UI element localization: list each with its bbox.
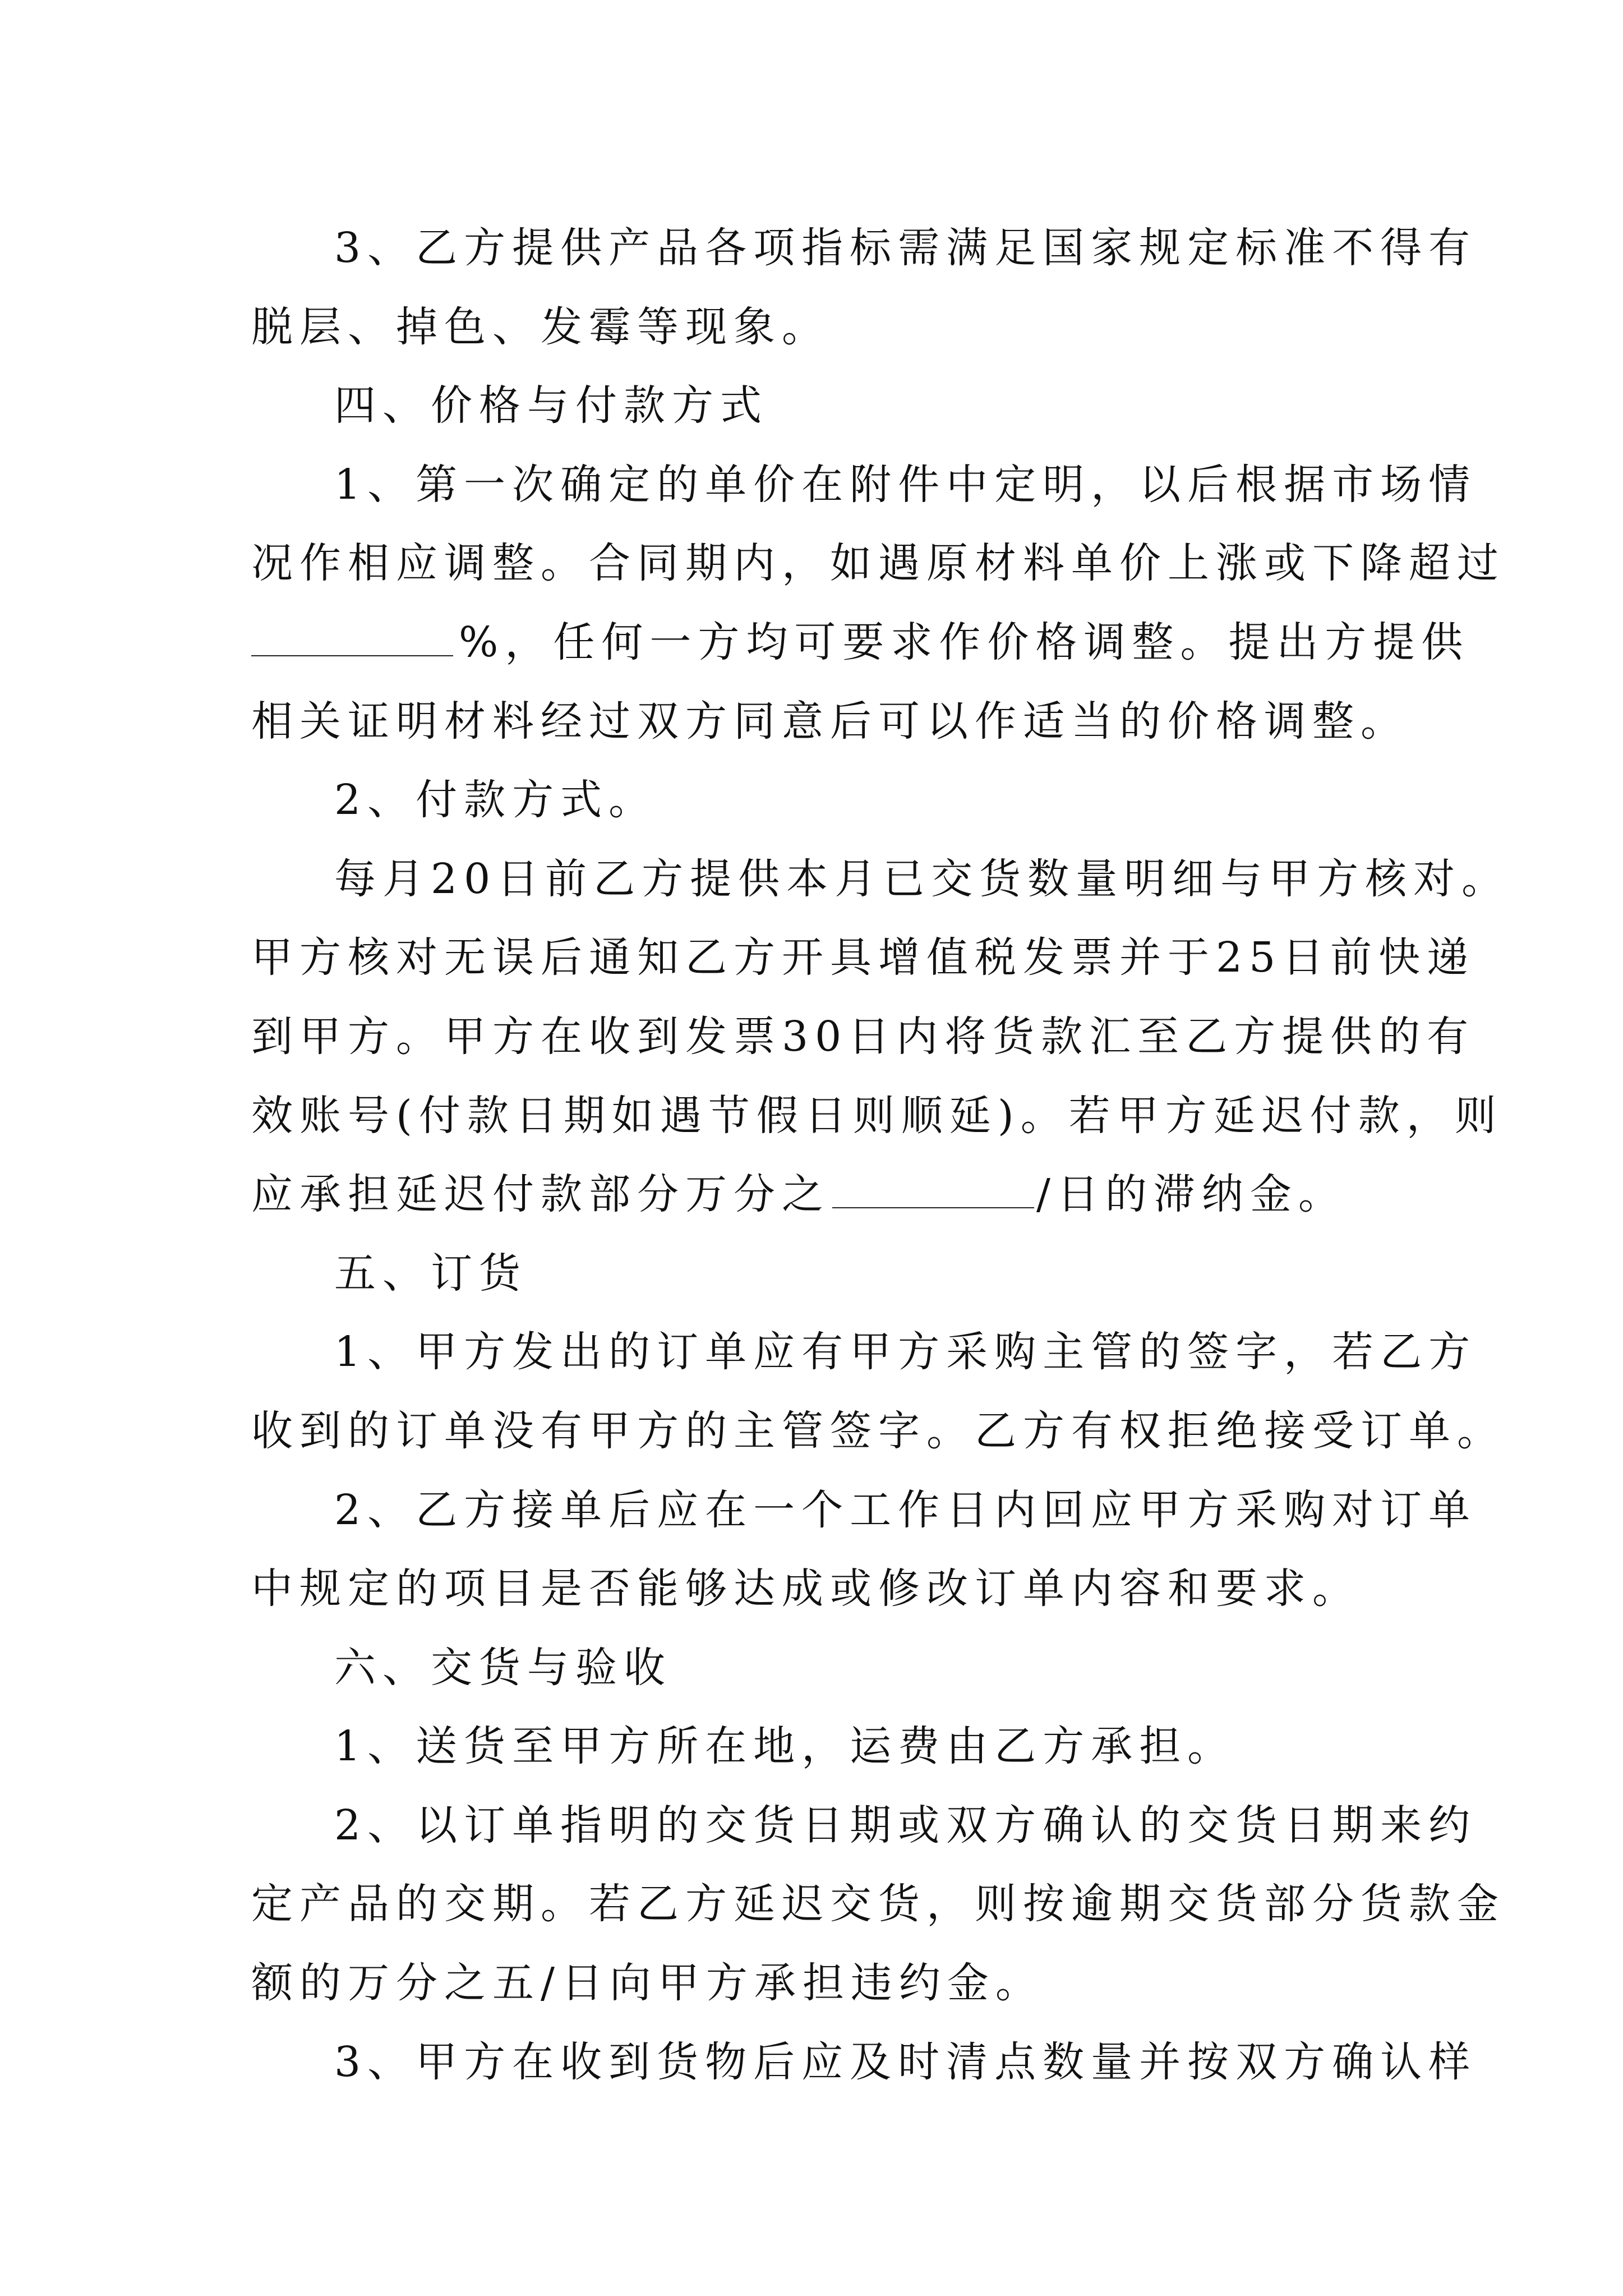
document-body	[251, 209, 1510, 2101]
section-heading-delivery: 六、交货与验收	[334, 1643, 672, 1692]
text-line: 甲方核对无误后通知乙方开具增值税发票并于25日前快递	[251, 933, 1476, 982]
text-segment: 应承担延迟付款部分万分之	[251, 1170, 830, 1219]
text-line: 况作相应调整。合同期内，如遇原材料单价上涨或下降超过	[251, 539, 1505, 588]
text-line: 收到的订单没有甲方的主管签字。乙方有权拒绝接受订单。	[251, 1406, 1505, 1455]
text-line: 1、甲方发出的订单应有甲方采购主管的签字，若乙方	[334, 1328, 1477, 1377]
text-line: 相关证明材料经过双方同意后可以作适当的价格调整。	[251, 697, 1409, 746]
text-line: 1、送货至甲方所在地，运费由乙方承担。	[334, 1722, 1236, 1771]
text-line: 3、甲方在收到货物后应及时清点数量并按双方确认样	[334, 2037, 1477, 2086]
text-line: 2、付款方式。	[334, 776, 657, 825]
text-segment: %，任何一方均可要求作价格调整。提出方提供	[459, 618, 1470, 666]
section-heading-ordering: 五、订货	[334, 1249, 527, 1297]
text-line: 1、第一次确定的单价在附件中定明，以后根据市场情	[334, 460, 1477, 509]
text-line: 额的万分之五/日向甲方承担违约金。	[251, 1959, 1044, 2008]
text-line-with-blank	[251, 1155, 1407, 1234]
text-segment: /日的滞纳金。	[1036, 1170, 1347, 1219]
text-line: 3、乙方提供产品各项指标需满足国家规定标准不得有	[334, 224, 1477, 272]
text-line: 中规定的项目是否能够达成或修改订单内容和要求。	[251, 1565, 1361, 1613]
text-line: 定产品的交期。若乙方延迟交货，则按逾期交货部分货款金	[251, 1880, 1505, 1929]
text-line: 2、以订单指明的交货日期或双方确认的交货日期来约	[334, 1801, 1477, 1849]
fill-in-blank-late-fee	[832, 1175, 1034, 1208]
fill-in-blank-percent	[251, 623, 453, 656]
section-heading-price-payment: 四、价格与付款方式	[334, 381, 768, 430]
text-line: 2、乙方接单后应在一个工作日内回应甲方采购对订单	[334, 1485, 1477, 1534]
text-line: 每月20日前乙方提供本月已交货数量明细与甲方核对。	[334, 854, 1510, 903]
text-line: 效账号(付款日期如遇节假日则顺延)。若甲方延迟付款，则	[251, 1091, 1503, 1140]
text-line: 到甲方。甲方在收到发票30日内将货款汇至乙方提供的有	[251, 1012, 1476, 1061]
text-line-with-blank	[251, 603, 1470, 682]
text-line: 脱层、掉色、发霉等现象。	[251, 302, 830, 351]
